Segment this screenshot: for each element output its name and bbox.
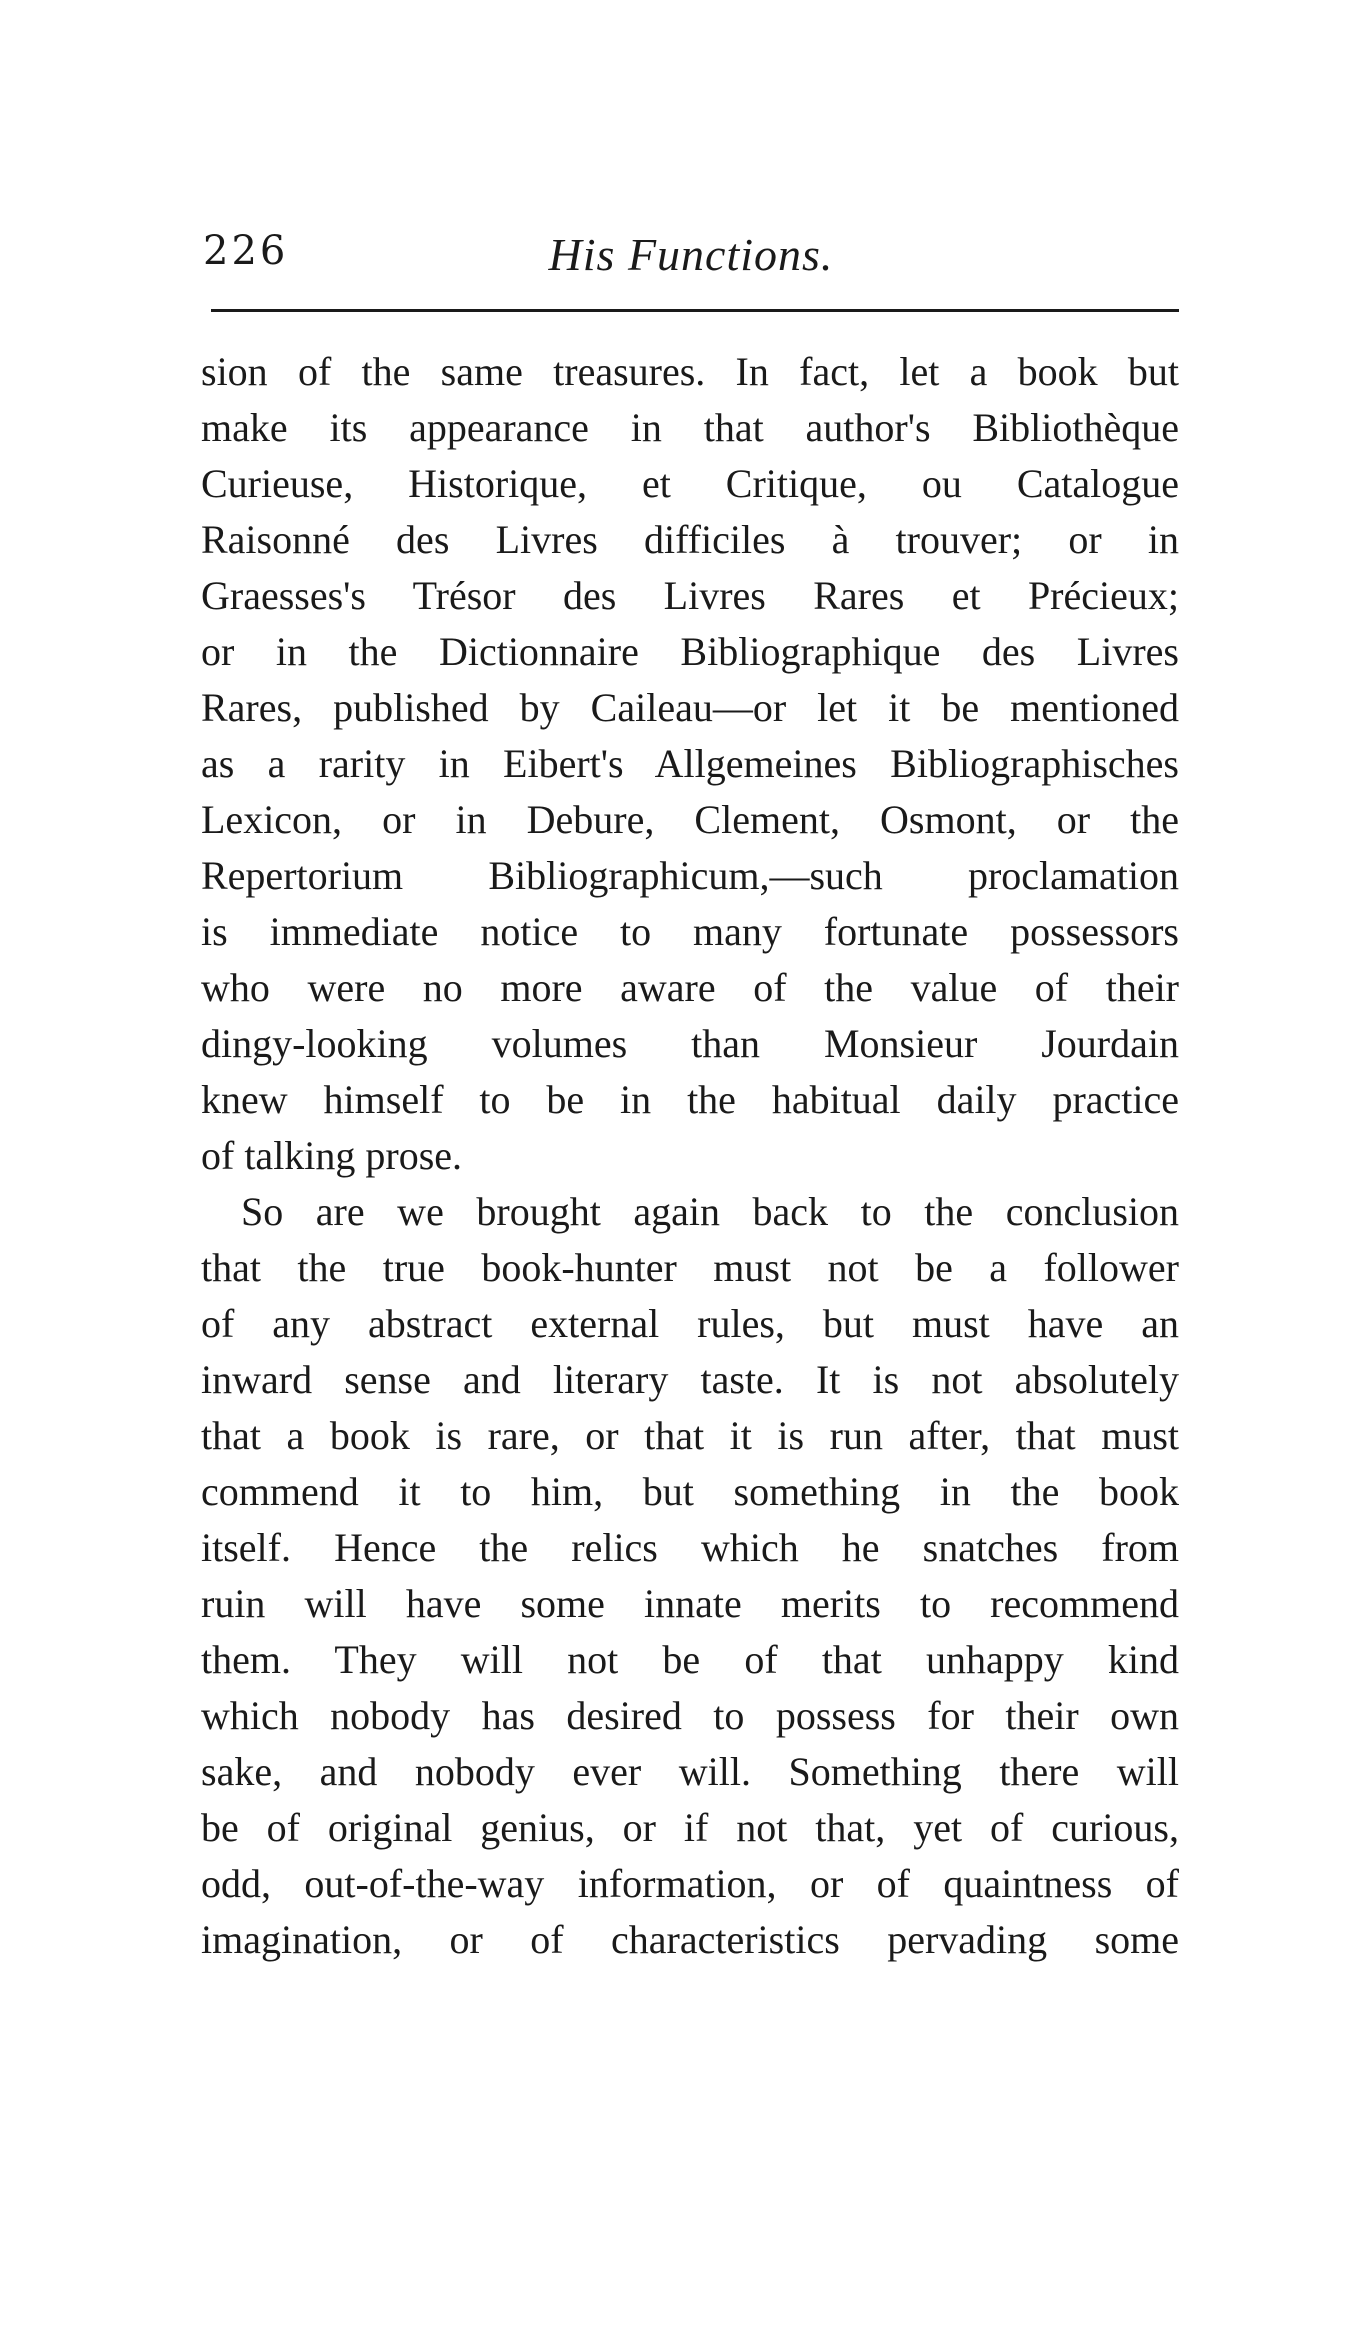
text-line: Rares, published by Caileau—or let it be mentioned bbox=[201, 685, 1179, 730]
text-line: as a rarity in Eibert's Allgemeines Bibliographisches bbox=[201, 741, 1179, 786]
text-line: who were no more aware of the value of their bbox=[201, 965, 1179, 1010]
paragraph-2 bbox=[201, 1184, 1179, 1968]
page-number: 226 bbox=[203, 228, 289, 274]
text-line: Lexicon, or in Debure, Clement, Osmont, or the bbox=[201, 797, 1179, 842]
text-line: that the true book-hunter must not be a follower bbox=[201, 1245, 1179, 1290]
text-line: So are we brought again back to the conclusion bbox=[241, 1189, 1179, 1234]
text-line: Repertorium Bibliographicum,—such proclamation bbox=[201, 853, 1179, 898]
text-line: or in the Dictionnaire Bibliographique des Livres bbox=[201, 629, 1179, 674]
header-rule bbox=[211, 309, 1179, 312]
text-line: itself. Hence the relics which he snatches from bbox=[201, 1525, 1179, 1570]
text-line: make its appearance in that author's Bibliothèque bbox=[201, 405, 1179, 450]
text-line: Raisonné des Livres difficiles à trouver; or in bbox=[201, 517, 1179, 562]
text-line: is immediate notice to many fortunate possessors bbox=[201, 909, 1179, 954]
text-line: that a book is rare, or that it is run after, that must bbox=[201, 1413, 1179, 1458]
text-line: be of original genius, or if not that, yet of curious, bbox=[201, 1805, 1179, 1850]
paragraph-1 bbox=[201, 344, 1179, 1184]
text-line: knew himself to be in the habitual daily practice bbox=[201, 1077, 1179, 1122]
text-line: commend it to him, but something in the book bbox=[201, 1469, 1179, 1514]
running-title: His Functions. bbox=[548, 229, 834, 280]
text-line: dingy-looking volumes than Monsieur Jourdain bbox=[201, 1021, 1179, 1066]
text-line: Curieuse, Historique, et Critique, ou Catalogue bbox=[201, 461, 1179, 506]
body-text bbox=[201, 344, 1179, 1968]
text-line: of talking prose. bbox=[201, 1133, 463, 1178]
text-line: inward sense and literary taste. It is not absolutely bbox=[201, 1357, 1179, 1402]
text-line: which nobody has desired to possess for their own bbox=[201, 1693, 1179, 1738]
text-line: sion of the same treasures. In fact, let a book but bbox=[201, 349, 1179, 394]
text-line: sake, and nobody ever will. Something there will bbox=[201, 1749, 1179, 1794]
text-line: them. They will not be of that unhappy kind bbox=[201, 1637, 1179, 1682]
text-line: ruin will have some innate merits to recommend bbox=[201, 1581, 1179, 1626]
text-line: imagination, or of characteristics pervading some bbox=[201, 1917, 1179, 1962]
text-line: odd, out-of-the-way information, or of quaintness of bbox=[201, 1861, 1179, 1906]
text-line: of any abstract external rules, but must have an bbox=[201, 1301, 1179, 1346]
running-head bbox=[203, 228, 1179, 298]
text-line: Graesses's Trésor des Livres Rares et Précieux; bbox=[201, 573, 1179, 618]
